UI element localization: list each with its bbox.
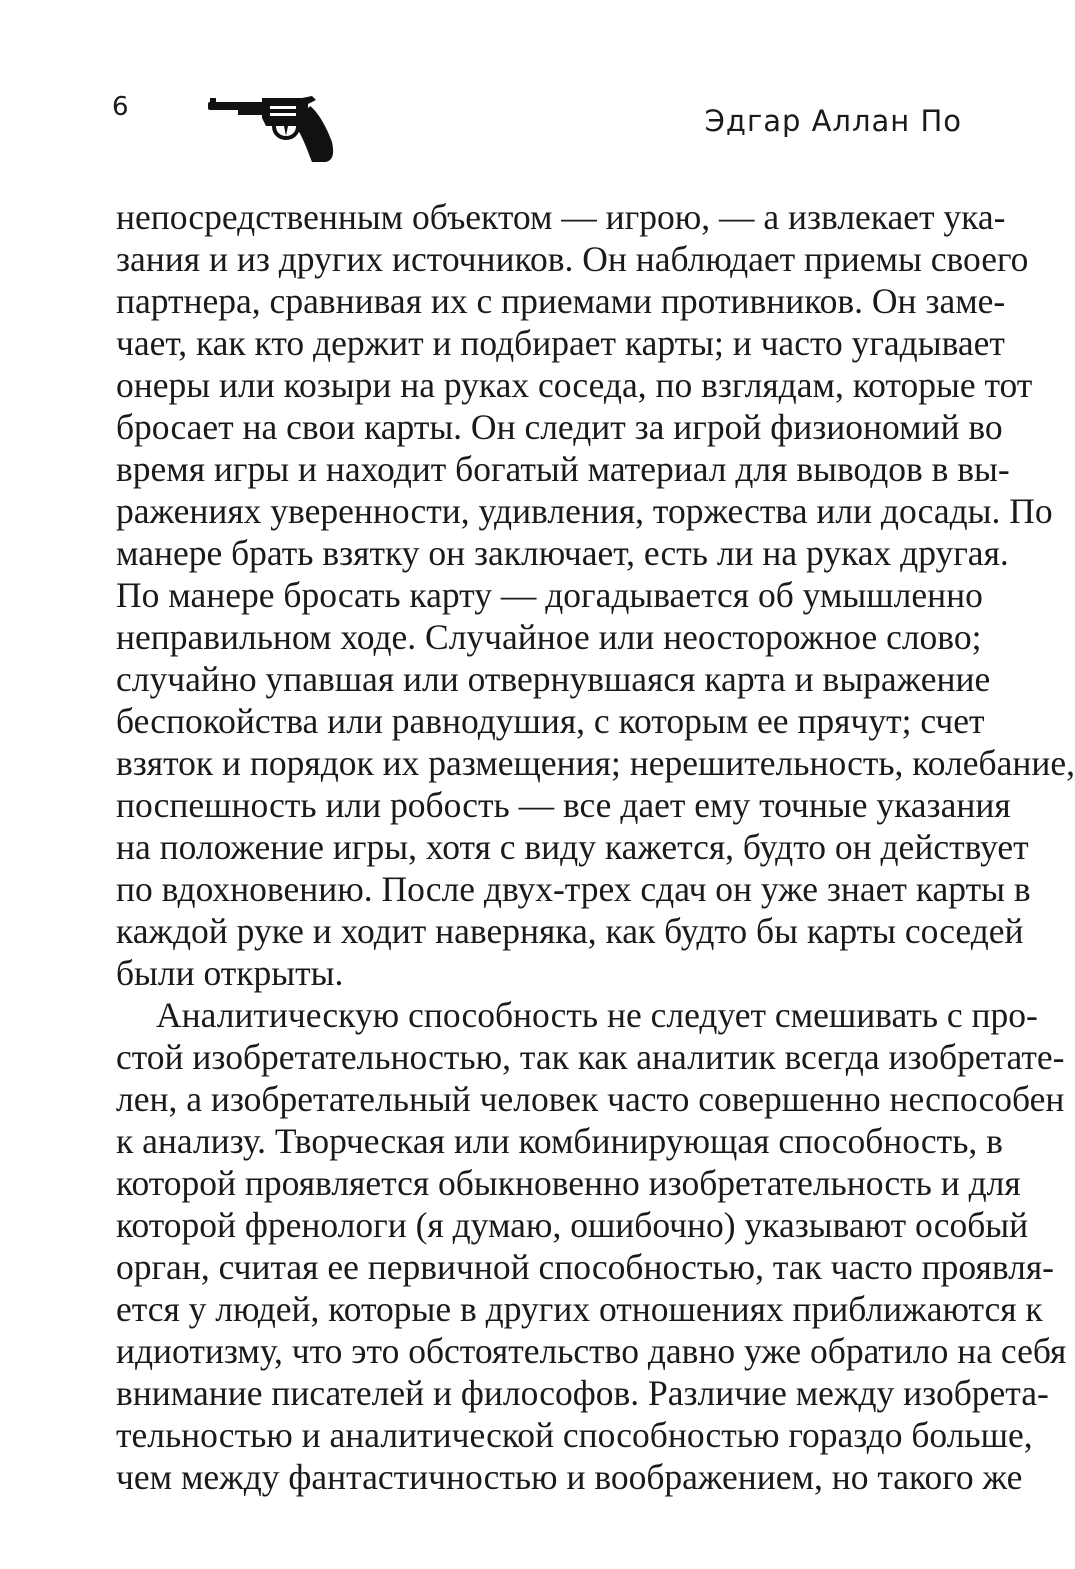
text-line: манере брать взятку он заключает, есть ли на руках другая.	[116, 533, 1009, 573]
revolver-icon	[208, 96, 336, 166]
text-line: по вдохновению. После двух-трех сдач он уже знает карты в	[116, 869, 1031, 909]
text-line: каждой руке и ходит наверняка, как будто бы карты соседей	[116, 911, 1024, 951]
page-number: 6	[112, 92, 129, 122]
running-head: Эдгар Аллан По	[704, 104, 962, 138]
text-line: зания и из других источников. Он наблюдает приемы своего	[116, 239, 1029, 279]
text-line: лен, а изобретательный человек часто совершенно неспособен	[116, 1079, 1065, 1119]
text-line: орган, считая ее первичной способностью, так часто проявля-	[116, 1247, 1054, 1287]
text-line: тельностью и аналитической способностью гораздо больше,	[116, 1415, 1033, 1455]
text-line: к анализу. Творческая или комбинирующая способность, в	[116, 1121, 1003, 1161]
text-line: непосредственным объектом — игрою, — а извлекает ука-	[116, 197, 1006, 237]
text-line: партнера, сравнивая их с приемами противников. Он заме-	[116, 281, 1006, 321]
text-line: внимание писателей и философов. Различие между изобрета-	[116, 1373, 1049, 1413]
text-line: онеры или козыри на руках соседа, по взглядам, которые тот	[116, 365, 1033, 405]
text-line: чает, как кто держит и подбирает карты; и часто угадывает	[116, 323, 1005, 363]
text-line: бросает на свои карты. Он следит за игрой физиономий во	[116, 407, 1003, 447]
text-line: неправильном ходе. Случайное или неосторожное слово;	[116, 617, 982, 657]
body-text	[116, 196, 1075, 1498]
text-line: время игры и находит богатый материал для выводов в вы-	[116, 449, 1010, 489]
text-line: чем между фантастичностью и воображением, но такого же	[116, 1457, 1023, 1497]
text-line: По манере бросать карту — догадывается об умышленно	[116, 575, 983, 615]
text-line: Аналитическую способность не следует смешивать с про-	[156, 995, 1038, 1035]
text-line: взяток и порядок их размещения; нерешительность, колебание,	[116, 743, 1075, 783]
text-line: случайно упавшая или отвернувшаяся карта и выражение	[116, 659, 991, 699]
text-line: ражениях уверенности, удивления, торжества или досады. По	[116, 491, 1053, 531]
text-line: поспешность или робость — все дает ему точные указания	[116, 785, 1011, 825]
text-line: на положение игры, хотя с виду кажется, будто он действует	[116, 827, 1029, 867]
text-line: идиотизму, что это обстоятельство давно уже обратило на себя	[116, 1331, 1067, 1371]
text-line: были открыты.	[116, 953, 344, 993]
text-line: которой френологи (я думаю, ошибочно) указывают особый	[116, 1205, 1029, 1245]
text-line: ется у людей, которые в других отношениях приближаются к	[116, 1289, 1043, 1329]
text-line: которой проявляется обыкновенно изобретательность и для	[116, 1163, 1021, 1203]
text-line: стой изобретательностью, так как аналитик всегда изобретате-	[116, 1037, 1065, 1077]
text-line: беспокойства или равнодушия, с которым ее прячут; счет	[116, 701, 985, 741]
